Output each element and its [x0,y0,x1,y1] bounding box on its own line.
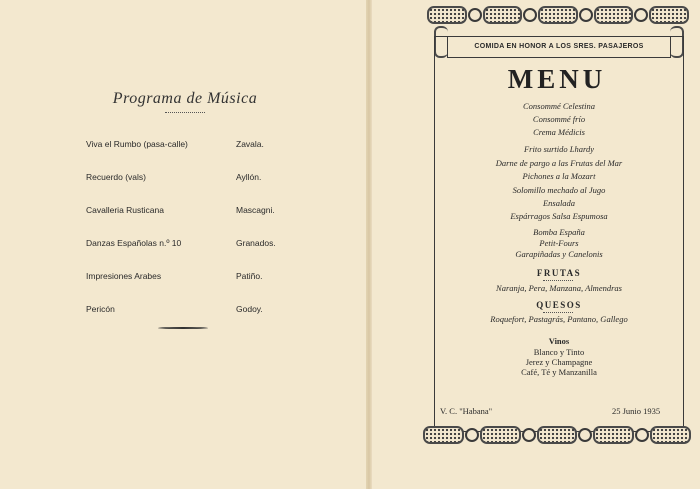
composer-name: Godoy. [236,304,263,314]
end-flourish [158,327,208,329]
program-row [86,238,296,252]
frutas-list: Naranja, Pera, Manzana, Almendras [496,283,622,293]
title-underline [165,112,205,115]
quesos-list: Roquefort, Pastagrás, Pantano, Gallego [490,314,628,324]
vinos-item: Café, Té y Manzanilla [521,367,597,377]
ornament-knot [523,8,537,22]
menu-date: 25 Junio 1935 [612,406,661,416]
dish-item: Espárragos Salsa Espumosa [510,211,608,221]
ornament-segment [650,426,691,444]
program-title: Programa de Música [112,90,258,107]
piece-name: Danzas Españolas n.º 10 [86,238,182,248]
ornament-knot [465,428,479,442]
ornament-segment [427,6,467,24]
ornament-segment [483,6,523,24]
dish-item: Pichones a la Mozart [522,171,596,181]
dish-item: Bomba España [533,227,585,237]
composer-name: Ayllón. [236,172,262,182]
menu-header: COMIDA EN HONOR A LOS SRES. PASAJEROS [447,36,671,58]
ornament-knot [522,428,536,442]
vinos-item: Jerez y Champagne [525,357,593,367]
ornament-segment [649,6,689,24]
piece-name: Recuerdo (vals) [86,172,146,182]
menu-title: MENU [507,64,607,94]
piece-name: Viva el Rumbo (pasa-calle) [86,139,188,149]
ornament-knot [468,8,482,22]
composer-name: Zavala. [236,139,264,149]
ornament-knot [578,428,592,442]
quesos-heading: QUESOS [536,300,582,310]
vinos-item: Blanco y Tinto [533,347,585,357]
ornament-border-top [426,4,690,26]
ornament-segment [594,6,634,24]
dish-item: Ensalada [542,198,576,208]
ornament-border-bottom [422,424,692,446]
program-row [86,304,296,318]
section-divider [543,280,573,282]
ornament-segment [537,426,578,444]
dish-item: Consommé frío [532,114,586,124]
piece-name: Pericón [86,304,115,314]
ornament-segment [538,6,578,24]
vinos-heading: Vinos [548,336,570,346]
dish-item: Consommé Celestina [522,101,595,111]
dish-item: Petit-Fours [539,238,579,248]
composer-name: Granados. [236,238,276,248]
program-row [86,271,296,285]
ornament-segment [480,426,521,444]
ornament-knot [635,428,649,442]
dish-item: Solomillo mechado al Jugo [512,185,606,195]
program-row [86,172,296,186]
piece-name: Cavalleria Rusticana [86,205,164,215]
ornament-knot [579,8,593,22]
piece-name: Impresiones Arabes [86,271,162,281]
ornament-segment [423,426,464,444]
program-row [86,205,296,219]
dish-item: Frito surtido Lhardy [523,144,595,154]
dish-item: Garapiñadas y Canelonis [515,249,603,259]
composer-name: Patiño. [236,271,263,281]
program-row [86,139,296,153]
dish-item: Darne de pargo a las Frutas del Mar [495,158,623,168]
ship-name: V. C. "Habana" [440,406,493,416]
ornament-segment [593,426,634,444]
composer-name: Mascagni. [236,205,275,215]
ornament-knot [634,8,648,22]
dish-item: Crema Médicis [533,127,585,137]
frutas-heading: FRUTAS [536,268,582,278]
